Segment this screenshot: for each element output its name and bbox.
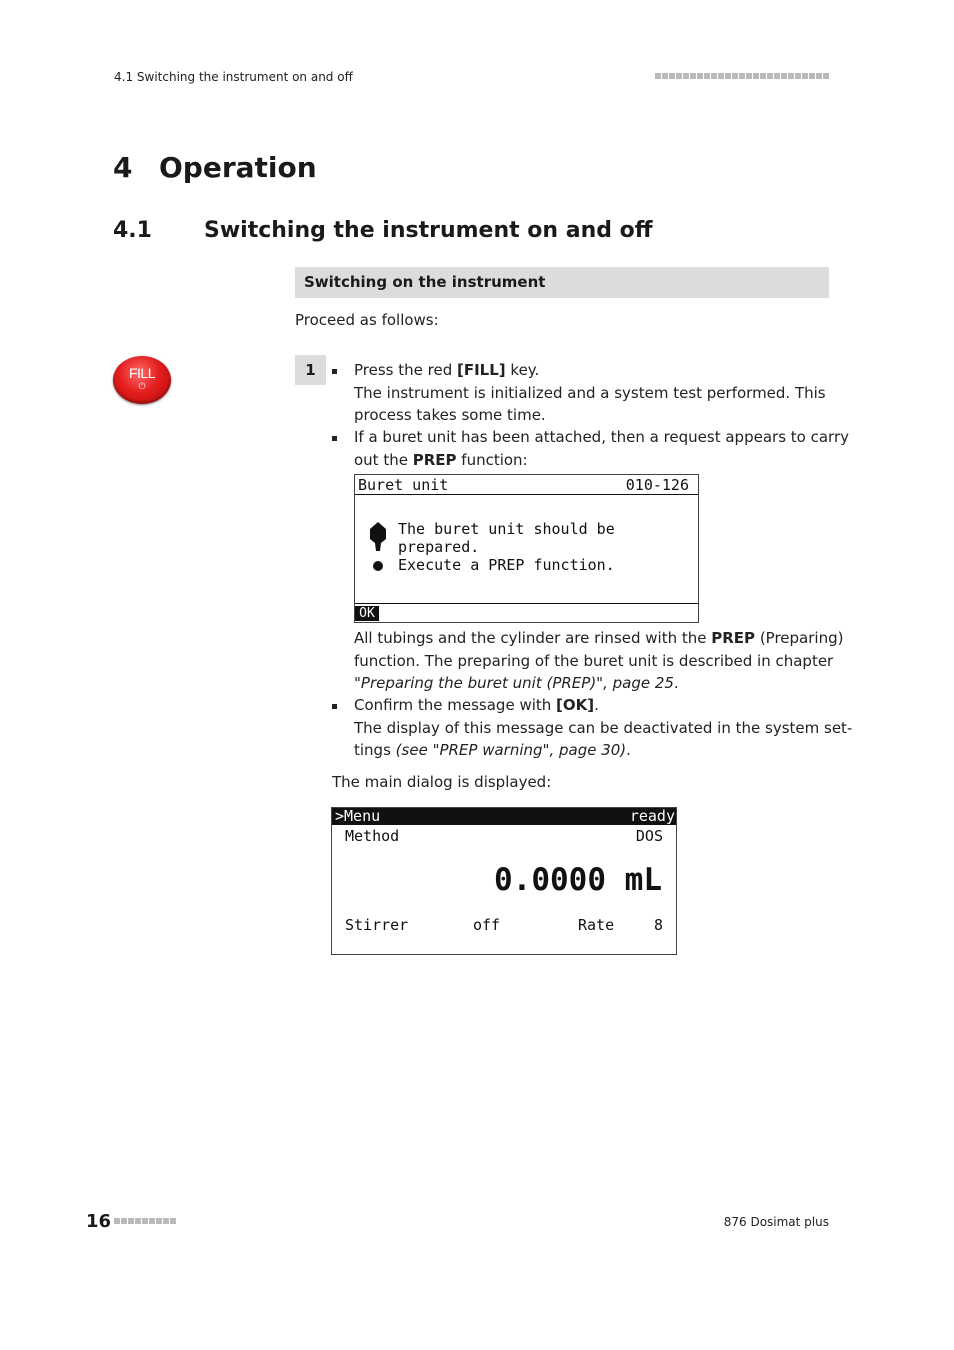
running-header: 4.1 Switching the instrument on and off <box>114 70 353 84</box>
display-line-1: The buret unit should be <box>398 520 615 538</box>
bullet-icon <box>332 369 337 374</box>
display-buret-unit <box>354 474 699 623</box>
chapter-title: Operation <box>159 151 317 184</box>
status-label: ready <box>629 807 675 825</box>
key-fill: [FILL] <box>457 361 506 379</box>
fill-key-label: FILL <box>128 365 155 381</box>
step-number: 1 <box>295 355 326 385</box>
prep-description <box>354 627 843 695</box>
text: key. <box>505 361 540 379</box>
key-prep: PREP <box>412 450 457 469</box>
section-number: 4.1 <box>113 218 152 243</box>
chapter-heading <box>113 151 317 184</box>
text: tings <box>354 741 396 759</box>
header-decoration <box>655 73 829 79</box>
proceed-text: Proceed as follows: <box>295 311 439 329</box>
step-bullet-3 <box>354 694 852 762</box>
text: The display of this message can be deactivated in the system set- <box>354 718 853 737</box>
bullet-icon <box>332 436 337 441</box>
footer-decoration <box>114 1218 176 1224</box>
cross-reference-link[interactable]: "Preparing the buret unit (PREP)", page 25 <box>354 674 674 692</box>
text: . <box>594 696 599 714</box>
product-name: 876 Dosimat plus <box>723 1215 829 1229</box>
text: All tubings and the cylinder are rinsed with the <box>354 629 712 647</box>
subsection-title: Switching on the instrument <box>304 273 546 291</box>
cross-reference-link[interactable]: (see "PREP warning", page 30) <box>395 741 627 759</box>
volume-readout: 0.0000 mL <box>494 862 662 898</box>
section-heading <box>113 218 653 243</box>
text: . <box>626 741 631 759</box>
warning-icon <box>367 521 389 573</box>
stirrer-value: off <box>473 916 501 934</box>
display-menu-bar <box>332 808 676 825</box>
method-label: Method <box>345 827 400 845</box>
step-bullet-2 <box>354 426 849 471</box>
fill-key-icon <box>113 356 171 404</box>
text: process takes some time. <box>354 406 546 424</box>
bullet-icon <box>332 704 337 709</box>
section-title: Switching the instrument on and off <box>204 218 653 243</box>
display-code: 010-126 <box>625 476 689 494</box>
chapter-number: 4 <box>113 151 133 184</box>
display-main-dialog <box>331 807 677 955</box>
page-number: 16 <box>86 1211 112 1232</box>
text: The instrument is initialized and a system test performed. This <box>354 383 826 402</box>
display-line-3: Execute a PREP function. <box>398 556 615 574</box>
step-bullet-1 <box>354 359 826 427</box>
divider <box>355 603 698 604</box>
menu-label: >Menu <box>335 807 381 825</box>
text: Confirm the message with <box>354 696 557 714</box>
key-ok: [OK] <box>556 696 595 714</box>
divider <box>355 494 698 495</box>
rate-value: 8 <box>653 916 663 934</box>
subsection-bar <box>295 267 829 298</box>
text: function: <box>456 450 528 469</box>
text: function. The preparing of the buret unit is described in chapter <box>354 651 834 670</box>
rate-label: Rate <box>578 916 615 934</box>
key-prep: PREP <box>711 629 756 647</box>
text: . <box>673 674 679 692</box>
display-line-2: prepared. <box>398 538 480 556</box>
method-value: DOS <box>635 827 663 845</box>
text: If a buret unit has been attached, then a request appears to carry <box>354 428 849 446</box>
main-dialog-text: The main dialog is displayed: <box>332 773 552 791</box>
power-icon: ⏻ <box>138 382 146 392</box>
text: out the <box>354 450 413 469</box>
text: Press the red <box>354 361 457 379</box>
display-ok-softkey: OK <box>355 606 379 621</box>
stirrer-label: Stirrer <box>345 916 409 934</box>
text: (Preparing) <box>755 629 844 647</box>
display-title: Buret unit <box>358 476 449 494</box>
